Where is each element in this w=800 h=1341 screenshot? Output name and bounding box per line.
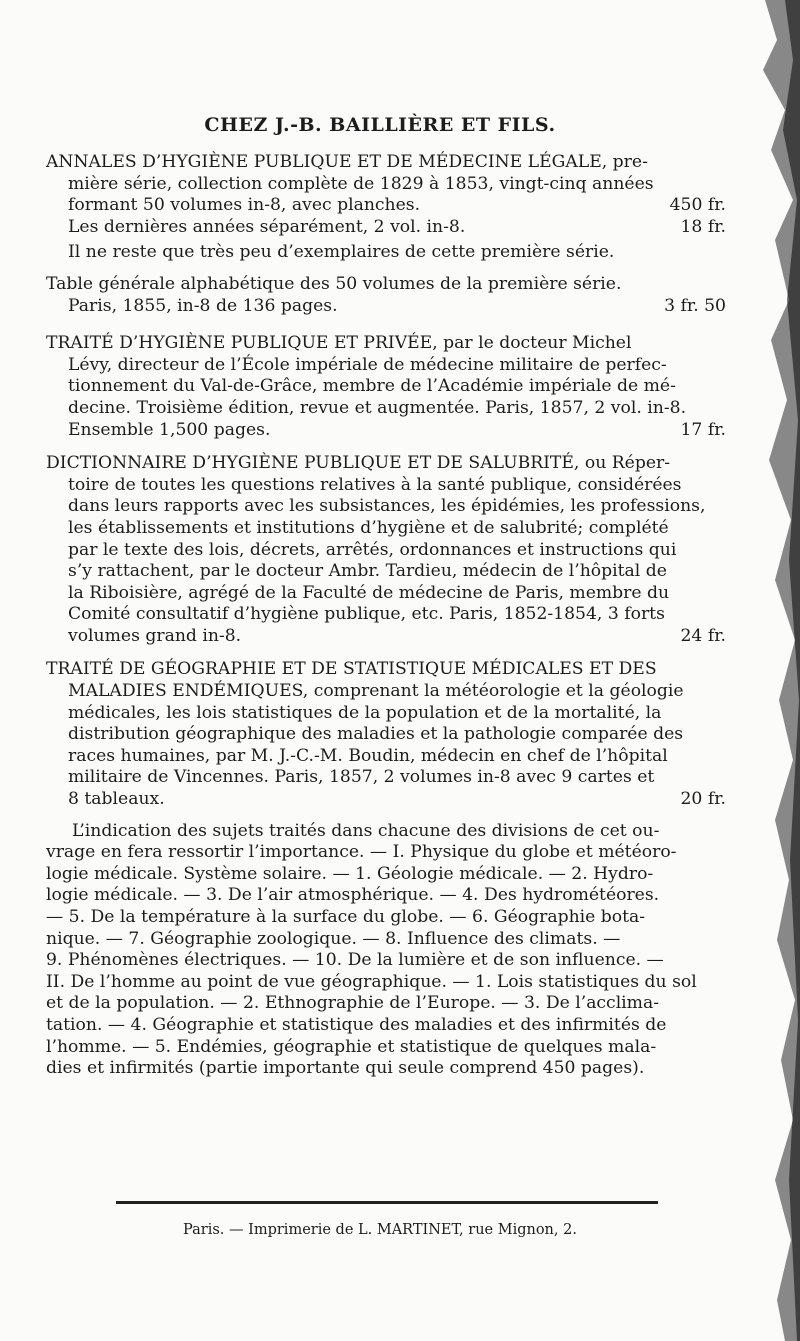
paragraph-line: nique. — 7. Géographie zoologique. — 8. Influence des climats. —	[46, 928, 621, 949]
entry-text-line: toire de toutes les questions relatives à la santé publique, considérées	[68, 474, 682, 495]
entry-text: Ensemble 1,500 pages.	[68, 419, 271, 440]
entry-text: Paris, 1855, in-8 de 136 pages.	[68, 295, 338, 316]
entry-title-line: DICTIONNAIRE D’HYGIÈNE PUBLIQUE ET DE SALUBRITÉ, ou Réper-	[46, 453, 671, 474]
paragraph-line: tation. — 4. Géographie et statistique des maladies et des infirmités de	[46, 1014, 667, 1035]
entry-text-line: militaire de Vincennes. Paris, 1857, 2 volumes in-8 avec 9 cartes et	[68, 767, 655, 788]
footer-rule	[116, 1201, 658, 1204]
catalog-entry-traite-hygiene	[46, 333, 726, 441]
price: 450 fr.	[669, 195, 726, 216]
entry-text-line: médicales, les lois statistiques de la population et de la mortalité, la	[68, 702, 662, 723]
entry-text-line: la Riboisière, agrégé de la Faculté de médecine de Paris, membre du	[68, 582, 670, 603]
price: 20 fr.	[680, 789, 726, 810]
entry-text-line: races humaines, par M. J.-C.-M. Boudin, médecin en chef de l’hôpital	[68, 745, 668, 766]
entry-price-line	[46, 626, 726, 648]
catalog-entry-dictionnaire	[46, 453, 726, 647]
paragraph-line: et de la population. — 2. Ethnographie de l’Europe. — 3. De l’acclima-	[46, 993, 660, 1014]
publisher-header: CHEZ J.-B. BAILLIÈRE ET FILS.	[204, 114, 556, 136]
paragraph-line: vrage en fera ressortir l’importance. — I. Physique du globe et météoro-	[46, 842, 677, 863]
paragraph-line: — 5. De la température à la surface du globe. — 6. Géographie bota-	[46, 907, 646, 927]
price: 3 fr. 50	[664, 295, 726, 316]
entry-price-line	[46, 195, 726, 217]
entry-text-line: distribution géographique des maladies et la pathologie comparée des	[68, 724, 684, 745]
catalog-content	[46, 152, 726, 1080]
entry-title-line: TRAITÉ D’HYGIÈNE PUBLIQUE ET PRIVÉE, par le docteur Michel	[46, 333, 632, 354]
entry-text-line: Lévy, directeur de l’École impériale de médecine militaire de perfec-	[68, 354, 667, 375]
printer-imprint: Paris. — Imprimerie de L. MARTINET, rue Mignon, 2.	[183, 1222, 577, 1238]
paragraph-line: II. De l’homme au point de vue géographique. — 1. Lois statistiques du sol	[46, 971, 697, 992]
entry-text-line: les établissements et institutions d’hygiène et de salubrité; complété	[68, 517, 669, 538]
contents-paragraph	[46, 821, 726, 1080]
entry-text-line: Comité consultatif d’hygiène publique, etc. Paris, 1852-1854, 3 forts	[68, 604, 665, 625]
entry-price-line	[46, 789, 726, 811]
paragraph-line: 9. Phénomènes électriques. — 10. De la lumière et de son influence. —	[46, 950, 664, 971]
entry-text-line: par le texte des lois, décrets, arrêtés, ordonnances et instructions qui	[68, 539, 677, 560]
entry-price-line	[46, 217, 726, 239]
entry-text-line: s’y rattachent, par le docteur Ambr. Tardieu, médecin de l’hôpital de	[68, 561, 667, 582]
entry-note: Il ne reste que très peu d’exemplaires de cette première série.	[68, 242, 615, 263]
paragraph-line: dies et infirmités (partie importante qui seule comprend 450 pages).	[46, 1058, 645, 1079]
price: 24 fr.	[680, 625, 726, 646]
entry-text: Les dernières années séparément, 2 vol. in-8.	[68, 216, 466, 237]
paragraph-line: logie médicale. — 3. De l’air atmosphérique. — 4. Des hydrométéores.	[46, 885, 660, 906]
price: 18 fr.	[680, 216, 726, 237]
paragraph-line: logie médicale. Système solaire. — 1. Géologie médicale. — 2. Hydro-	[46, 863, 654, 884]
entry-text-line: tionnement du Val-de-Grâce, membre de l’Académie impériale de mé-	[68, 376, 676, 397]
entry-text-line: decine. Troisième édition, revue et augmentée. Paris, 1857, 2 vol. in-8.	[68, 397, 687, 418]
index-title-line: Table générale alphabétique des 50 volumes de la première série.	[46, 273, 622, 294]
paragraph-line: l’homme. — 5. Endémies, géographie et statistique de quelques mala-	[46, 1036, 657, 1057]
price: 17 fr.	[680, 419, 726, 440]
entry-title-line: ANNALES D’HYGIÈNE PUBLIQUE ET DE MÉDECINE LÉGALE, pre-	[46, 152, 648, 172]
paragraph-line: L’indication des sujets traités dans chacune des divisions de cet ou-	[72, 820, 660, 841]
entry-price-line	[46, 296, 726, 318]
entry-text: volumes grand in-8.	[68, 625, 242, 646]
entry-price-line	[46, 420, 726, 442]
entry-text-line: MALADIES ENDÉMIQUES, comprenant la météorologie et la géologie	[68, 681, 684, 702]
entry-title-line: TRAITÉ DE GÉOGRAPHIE ET DE STATISTIQUE MÉDICALES ET DES	[46, 659, 657, 680]
entry-text-line: mière série, collection complète de 1829 à 1853, vingt-cinq années	[68, 173, 654, 194]
entry-text-line: dans leurs rapports avec les subsistances, les épidémies, les professions,	[68, 496, 706, 517]
entry-text: formant 50 volumes in-8, avec planches.	[68, 195, 421, 216]
catalog-entry-geographie	[46, 659, 726, 810]
entry-text: 8 tableaux.	[68, 789, 165, 810]
catalog-entry-annales	[46, 152, 726, 317]
